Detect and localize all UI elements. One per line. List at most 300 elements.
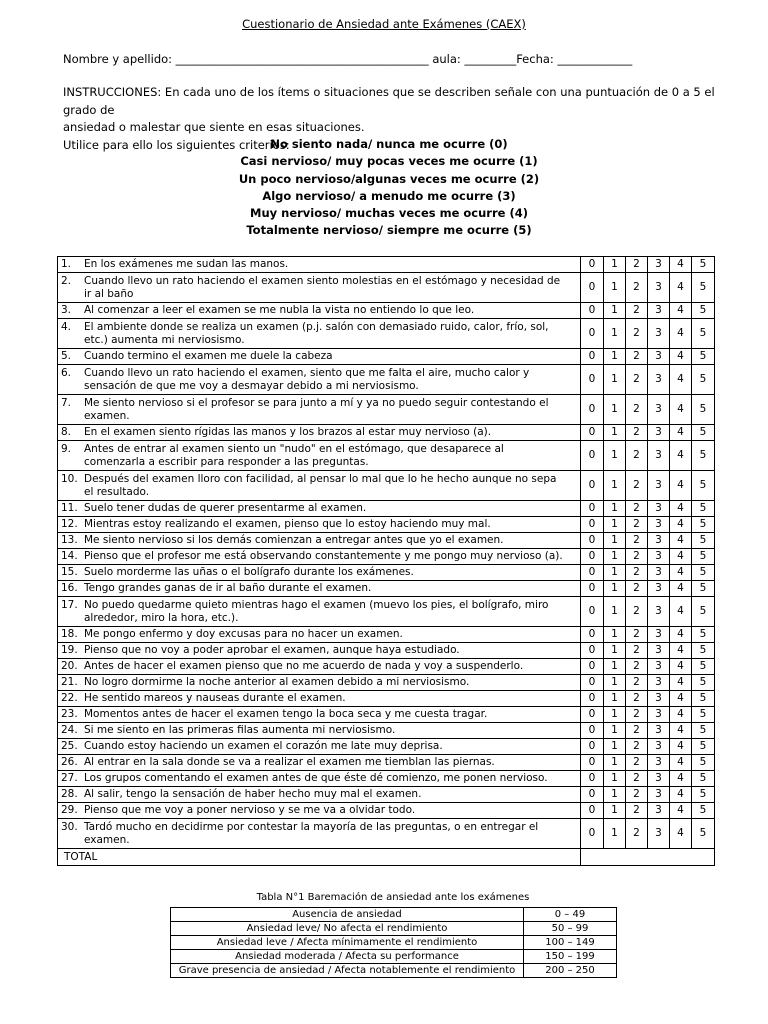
score-option-0[interactable]: 0 (581, 501, 604, 517)
item-cell (58, 627, 581, 643)
score-option-2[interactable]: 2 (626, 819, 648, 849)
baremacion-range: 100 – 149 (524, 936, 617, 950)
score-option-4[interactable]: 4 (670, 691, 692, 707)
score-option-0[interactable]: 0 (581, 549, 604, 565)
table-row (58, 659, 715, 675)
score-option-2[interactable]: 2 (626, 273, 648, 303)
item-cell (58, 691, 581, 707)
score-option-1[interactable]: 1 (604, 395, 626, 425)
score-option-1[interactable]: 1 (604, 675, 626, 691)
score-option-2[interactable]: 2 (626, 739, 648, 755)
score-option-3[interactable]: 3 (648, 723, 670, 739)
item-cell (58, 739, 581, 755)
student-id-line: Nombre y apellido: ____________________________________________ aula: _________Fecha: _____________ (63, 52, 633, 66)
score-option-5[interactable]: 5 (692, 659, 715, 675)
item-number: 27. (61, 772, 78, 784)
score-option-4[interactable]: 4 (670, 303, 692, 319)
item-text: Al entrar en la sala donde se va a realizar el examen me tiemblan las piernas. (84, 756, 495, 768)
score-option-5[interactable]: 5 (692, 517, 715, 533)
item-cell (58, 723, 581, 739)
score-option-2[interactable]: 2 (626, 643, 648, 659)
score-option-4[interactable]: 4 (670, 675, 692, 691)
score-option-1[interactable]: 1 (604, 257, 626, 273)
item-number: 6. (61, 366, 72, 379)
score-option-5[interactable]: 5 (692, 565, 715, 581)
item-number: 7. (61, 396, 72, 409)
score-option-4[interactable]: 4 (670, 425, 692, 441)
item-cell (58, 707, 581, 723)
item-cell (58, 771, 581, 787)
score-option-0[interactable]: 0 (581, 659, 604, 675)
score-option-1[interactable]: 1 (604, 771, 626, 787)
item-number: 21. (61, 676, 78, 688)
item-number: 13. (61, 534, 78, 546)
score-option-5[interactable]: 5 (692, 549, 715, 565)
score-option-2[interactable]: 2 (626, 501, 648, 517)
score-option-2[interactable]: 2 (626, 803, 648, 819)
item-number: 18. (61, 628, 78, 640)
score-option-5[interactable]: 5 (692, 533, 715, 549)
score-option-3[interactable]: 3 (648, 303, 670, 319)
score-option-0[interactable]: 0 (581, 581, 604, 597)
instructions-line: ansiedad o malestar que siente en esas situaciones. (63, 120, 365, 134)
total-label: TOTAL (58, 849, 581, 866)
score-option-5[interactable]: 5 (692, 755, 715, 771)
score-option-5[interactable]: 5 (692, 675, 715, 691)
item-text: Mientras estoy realizando el examen, pienso que lo estoy haciendo muy mal. (84, 518, 491, 530)
score-option-3[interactable]: 3 (648, 803, 670, 819)
score-option-5[interactable]: 5 (692, 819, 715, 849)
instructions-line: INSTRUCCIONES: En cada uno de los ítems o situaciones que se describen señale con una puntuación de 0 a 5 el grado de (63, 85, 715, 117)
score-option-2[interactable]: 2 (626, 691, 648, 707)
item-cell (58, 819, 581, 849)
criterion-3: Algo nervioso/ a menudo me ocurre (3) (262, 188, 516, 203)
score-option-5[interactable]: 5 (692, 425, 715, 441)
item-cell (58, 803, 581, 819)
score-option-5[interactable]: 5 (692, 319, 715, 349)
criterion-4: Muy nervioso/ muchas veces me ocurre (4) (250, 206, 528, 221)
criterion-2: Un poco nervioso/algunas veces me ocurre (2) (238, 171, 540, 186)
item-cell (58, 501, 581, 517)
item-cell (58, 349, 581, 365)
score-option-3[interactable]: 3 (648, 517, 670, 533)
score-option-0[interactable]: 0 (581, 819, 604, 849)
item-text: Al salir, tengo la sensación de haber hecho muy mal el examen. (84, 788, 422, 800)
item-number: 26. (61, 756, 78, 768)
table-row (58, 425, 715, 441)
score-option-2[interactable]: 2 (626, 771, 648, 787)
score-option-4[interactable]: 4 (670, 517, 692, 533)
item-number: 3. (61, 304, 72, 316)
table-row (58, 549, 715, 565)
score-option-1[interactable]: 1 (604, 581, 626, 597)
table-row (58, 597, 715, 627)
score-option-3[interactable]: 3 (648, 257, 670, 273)
score-option-0[interactable]: 0 (581, 739, 604, 755)
score-option-5[interactable]: 5 (692, 803, 715, 819)
score-option-2[interactable]: 2 (626, 627, 648, 643)
criterion-0: No siento nada/ nunca me ocurre (0) (270, 137, 508, 151)
item-number: 11. (61, 502, 78, 514)
score-option-5[interactable]: 5 (692, 581, 715, 597)
score-option-3[interactable]: 3 (648, 441, 670, 471)
score-option-0[interactable]: 0 (581, 303, 604, 319)
baremacion-row (171, 922, 617, 936)
total-row (58, 849, 715, 866)
baremacion-row (171, 964, 617, 978)
score-option-3[interactable]: 3 (648, 659, 670, 675)
item-cell (58, 787, 581, 803)
score-option-1[interactable]: 1 (604, 349, 626, 365)
item-cell (58, 273, 581, 303)
score-option-2[interactable]: 2 (626, 303, 648, 319)
score-option-0[interactable]: 0 (581, 675, 604, 691)
table-row (58, 771, 715, 787)
item-number: 14. (61, 550, 78, 562)
score-option-4[interactable]: 4 (670, 627, 692, 643)
score-option-2[interactable]: 2 (626, 425, 648, 441)
score-option-1[interactable]: 1 (604, 659, 626, 675)
score-option-0[interactable]: 0 (581, 471, 604, 501)
score-option-0[interactable]: 0 (581, 273, 604, 303)
item-text: Cuando llevo un rato haciendo el examen, siento que me falta el aire, mucho calor y sensación de que me voy a desmayar debido a mi nerviosismo. (84, 366, 530, 392)
item-text: No puedo quedarme quieto mientras hago el examen (muevo los pies, el bolígrafo, miro alrededor, miro la hora, etc.). (84, 598, 549, 624)
score-option-1[interactable]: 1 (604, 549, 626, 565)
score-option-1[interactable]: 1 (604, 501, 626, 517)
score-option-2[interactable]: 2 (626, 659, 648, 675)
table-row (58, 471, 715, 501)
item-text: En el examen siento rígidas las manos y los brazos al estar muy nervioso (a). (84, 426, 492, 438)
score-option-5[interactable]: 5 (692, 441, 715, 471)
score-option-0[interactable]: 0 (581, 691, 604, 707)
score-option-4[interactable]: 4 (670, 803, 692, 819)
item-text: Tardó mucho en decidirme por contestar la mayoría de las preguntas, o en entregar el examen. (84, 820, 539, 846)
table-row (58, 395, 715, 425)
score-option-5[interactable]: 5 (692, 273, 715, 303)
score-option-5[interactable]: 5 (692, 627, 715, 643)
item-text: Momentos antes de hacer el examen tengo la boca seca y me cuesta tragar. (84, 708, 488, 720)
score-option-1[interactable]: 1 (604, 273, 626, 303)
table-row (58, 755, 715, 771)
score-option-4[interactable]: 4 (670, 501, 692, 517)
score-option-4[interactable]: 4 (670, 471, 692, 501)
score-option-3[interactable]: 3 (648, 691, 670, 707)
score-option-4[interactable]: 4 (670, 533, 692, 549)
score-option-0[interactable]: 0 (581, 425, 604, 441)
score-option-5[interactable]: 5 (692, 365, 715, 395)
score-option-1[interactable]: 1 (604, 471, 626, 501)
scoring-criteria (0, 136, 768, 240)
score-option-5[interactable]: 5 (692, 349, 715, 365)
score-option-2[interactable]: 2 (626, 471, 648, 501)
score-option-3[interactable]: 3 (648, 707, 670, 723)
score-option-4[interactable]: 4 (670, 395, 692, 425)
score-option-3[interactable]: 3 (648, 273, 670, 303)
score-option-4[interactable]: 4 (670, 273, 692, 303)
score-option-0[interactable]: 0 (581, 803, 604, 819)
score-option-3[interactable]: 3 (648, 819, 670, 849)
score-option-5[interactable]: 5 (692, 771, 715, 787)
score-option-1[interactable]: 1 (604, 565, 626, 581)
score-option-1[interactable]: 1 (604, 787, 626, 803)
score-option-2[interactable]: 2 (626, 675, 648, 691)
total-value-cell[interactable] (581, 849, 715, 866)
score-option-3[interactable]: 3 (648, 365, 670, 395)
score-option-4[interactable]: 4 (670, 581, 692, 597)
score-option-0[interactable]: 0 (581, 319, 604, 349)
baremacion-label: Ansiedad leve / Afecta mínimamente el rendimiento (171, 936, 524, 950)
score-option-1[interactable]: 1 (604, 819, 626, 849)
score-option-4[interactable]: 4 (670, 771, 692, 787)
score-option-5[interactable]: 5 (692, 501, 715, 517)
item-number: 15. (61, 566, 78, 578)
score-option-4[interactable]: 4 (670, 365, 692, 395)
score-option-3[interactable]: 3 (648, 471, 670, 501)
score-option-1[interactable]: 1 (604, 425, 626, 441)
table-row (58, 691, 715, 707)
score-option-4[interactable]: 4 (670, 441, 692, 471)
score-option-1[interactable]: 1 (604, 597, 626, 627)
score-option-3[interactable]: 3 (648, 533, 670, 549)
item-number: 29. (61, 804, 78, 816)
table-row (58, 303, 715, 319)
item-cell (58, 303, 581, 319)
item-number: 10. (61, 472, 78, 485)
item-cell (58, 565, 581, 581)
item-text: Antes de entrar al examen siento un "nudo" en el estómago, que desaparece al comenzarla a escribir para responder a las preguntas. (84, 442, 504, 468)
score-option-3[interactable]: 3 (648, 395, 670, 425)
item-cell (58, 471, 581, 501)
table-row (58, 675, 715, 691)
item-cell (58, 755, 581, 771)
table-row (58, 517, 715, 533)
score-option-1[interactable]: 1 (604, 303, 626, 319)
score-option-0[interactable]: 0 (581, 517, 604, 533)
item-number: 17. (61, 598, 78, 611)
item-text: El ambiente donde se realiza un examen (p.j. salón con demasiado ruido, calor, frío, sol, etc.) aumenta mi nerviosismo. (84, 320, 549, 346)
score-option-1[interactable]: 1 (604, 365, 626, 395)
baremacion-label: Grave presencia de ansiedad / Afecta notablemente el rendimiento (171, 964, 524, 978)
item-number: 5. (61, 350, 72, 362)
table-row (58, 501, 715, 517)
table-row (58, 803, 715, 819)
score-option-2[interactable]: 2 (626, 395, 648, 425)
baremacion-row (171, 936, 617, 950)
score-option-5[interactable]: 5 (692, 723, 715, 739)
score-option-4[interactable]: 4 (670, 257, 692, 273)
score-option-1[interactable]: 1 (604, 319, 626, 349)
items-table (57, 256, 715, 866)
score-option-0[interactable]: 0 (581, 627, 604, 643)
item-number: 8. (61, 426, 72, 438)
score-option-2[interactable]: 2 (626, 319, 648, 349)
table-row (58, 819, 715, 849)
score-option-3[interactable]: 3 (648, 675, 670, 691)
score-option-3[interactable]: 3 (648, 565, 670, 581)
score-option-0[interactable]: 0 (581, 771, 604, 787)
score-option-5[interactable]: 5 (692, 739, 715, 755)
score-option-4[interactable]: 4 (670, 549, 692, 565)
item-text: Si me siento en las primeras filas aumenta mi nerviosismo. (84, 724, 396, 736)
item-number: 12. (61, 518, 78, 530)
item-cell (58, 659, 581, 675)
score-option-5[interactable]: 5 (692, 691, 715, 707)
baremacion-row (171, 950, 617, 964)
item-cell (58, 643, 581, 659)
score-option-1[interactable]: 1 (604, 533, 626, 549)
score-option-0[interactable]: 0 (581, 395, 604, 425)
score-option-1[interactable]: 1 (604, 707, 626, 723)
item-number: 16. (61, 582, 78, 594)
score-option-2[interactable]: 2 (626, 365, 648, 395)
score-option-1[interactable]: 1 (604, 691, 626, 707)
score-option-3[interactable]: 3 (648, 597, 670, 627)
score-option-4[interactable]: 4 (670, 739, 692, 755)
score-option-4[interactable]: 4 (670, 643, 692, 659)
score-option-1[interactable]: 1 (604, 517, 626, 533)
score-option-0[interactable]: 0 (581, 597, 604, 627)
score-option-4[interactable]: 4 (670, 787, 692, 803)
score-option-5[interactable]: 5 (692, 597, 715, 627)
item-cell (58, 675, 581, 691)
score-option-5[interactable]: 5 (692, 707, 715, 723)
item-text: Los grupos comentando el examen antes de que éste dé comienzo, me ponen nervioso. (84, 772, 548, 784)
table-row (58, 349, 715, 365)
score-option-0[interactable]: 0 (581, 643, 604, 659)
score-option-0[interactable]: 0 (581, 257, 604, 273)
item-cell (58, 395, 581, 425)
score-option-0[interactable]: 0 (581, 707, 604, 723)
score-option-3[interactable]: 3 (648, 739, 670, 755)
score-option-1[interactable]: 1 (604, 643, 626, 659)
score-option-2[interactable]: 2 (626, 533, 648, 549)
item-text: Cuando llevo un rato haciendo el examen siento molestias en el estómago y necesidad de ir al baño (84, 274, 561, 300)
score-option-1[interactable]: 1 (604, 755, 626, 771)
score-option-3[interactable]: 3 (648, 771, 670, 787)
item-text: He sentido mareos y nauseas durante el examen. (84, 692, 346, 704)
score-option-4[interactable]: 4 (670, 349, 692, 365)
item-text: Antes de hacer el examen pienso que no me acuerdo de nada y voy a suspenderlo. (84, 660, 524, 672)
item-text: No logro dormirme la noche anterior al examen debido a mi nerviosismo. (84, 676, 470, 688)
score-option-2[interactable]: 2 (626, 597, 648, 627)
score-option-3[interactable]: 3 (648, 643, 670, 659)
score-option-0[interactable]: 0 (581, 723, 604, 739)
score-option-2[interactable]: 2 (626, 565, 648, 581)
score-option-5[interactable]: 5 (692, 303, 715, 319)
baremacion-range: 200 – 250 (524, 964, 617, 978)
item-number: 22. (61, 692, 78, 704)
item-text: Pienso que el profesor me está observando constantemente y me pongo muy nervioso (a). (84, 550, 563, 562)
score-option-0[interactable]: 0 (581, 533, 604, 549)
table-row (58, 441, 715, 471)
item-cell (58, 597, 581, 627)
score-option-2[interactable]: 2 (626, 257, 648, 273)
score-option-0[interactable]: 0 (581, 565, 604, 581)
table-row (58, 365, 715, 395)
score-option-3[interactable]: 3 (648, 549, 670, 565)
item-text: Cuando termino el examen me duele la cabeza (84, 350, 333, 362)
score-option-4[interactable]: 4 (670, 707, 692, 723)
item-number: 23. (61, 708, 78, 720)
score-option-3[interactable]: 3 (648, 755, 670, 771)
page-title: Cuestionario de Ansiedad ante Exámenes (CAEX) (242, 17, 526, 31)
score-option-1[interactable]: 1 (604, 441, 626, 471)
item-number: 1. (61, 258, 72, 270)
score-option-1[interactable]: 1 (604, 627, 626, 643)
score-option-4[interactable]: 4 (670, 597, 692, 627)
score-option-0[interactable]: 0 (581, 365, 604, 395)
score-option-3[interactable]: 3 (648, 627, 670, 643)
baremacion-label: Ausencia de ansiedad (171, 908, 524, 922)
score-option-2[interactable]: 2 (626, 755, 648, 771)
score-option-1[interactable]: 1 (604, 803, 626, 819)
score-option-0[interactable]: 0 (581, 755, 604, 771)
score-option-2[interactable]: 2 (626, 441, 648, 471)
table-row (58, 257, 715, 273)
score-option-3[interactable]: 3 (648, 319, 670, 349)
item-number: 28. (61, 788, 78, 800)
score-option-4[interactable]: 4 (670, 819, 692, 849)
item-cell (58, 549, 581, 565)
score-option-2[interactable]: 2 (626, 787, 648, 803)
score-option-5[interactable]: 5 (692, 787, 715, 803)
score-option-2[interactable]: 2 (626, 549, 648, 565)
score-option-5[interactable]: 5 (692, 471, 715, 501)
score-option-3[interactable]: 3 (648, 501, 670, 517)
item-cell (58, 319, 581, 349)
item-number: 25. (61, 740, 78, 752)
score-option-3[interactable]: 3 (648, 349, 670, 365)
score-option-0[interactable]: 0 (581, 349, 604, 365)
score-option-4[interactable]: 4 (670, 565, 692, 581)
score-option-3[interactable]: 3 (648, 425, 670, 441)
score-option-2[interactable]: 2 (626, 723, 648, 739)
baremacion-label: Ansiedad moderada / Afecta su performance (171, 950, 524, 964)
item-cell (58, 517, 581, 533)
score-option-4[interactable]: 4 (670, 659, 692, 675)
score-option-1[interactable]: 1 (604, 723, 626, 739)
score-option-4[interactable]: 4 (670, 319, 692, 349)
item-text: Al comenzar a leer el examen se me nubla la vista no entiendo lo que leo. (84, 304, 475, 316)
score-option-5[interactable]: 5 (692, 643, 715, 659)
item-text: Suelo tener dudas de querer presentarme al examen. (84, 502, 367, 514)
score-option-2[interactable]: 2 (626, 581, 648, 597)
item-text: Pienso que no voy a poder aprobar el examen, aunque haya estudiado. (84, 644, 460, 656)
table-row (58, 627, 715, 643)
item-number: 19. (61, 644, 78, 656)
score-option-4[interactable]: 4 (670, 723, 692, 739)
score-option-4[interactable]: 4 (670, 755, 692, 771)
item-number: 20. (61, 660, 78, 672)
score-option-0[interactable]: 0 (581, 787, 604, 803)
item-text: Tengo grandes ganas de ir al baño durante el examen. (84, 582, 372, 594)
score-option-2[interactable]: 2 (626, 707, 648, 723)
item-text: En los exámenes me sudan las manos. (84, 258, 289, 270)
score-option-1[interactable]: 1 (604, 739, 626, 755)
score-option-5[interactable]: 5 (692, 395, 715, 425)
item-number: 2. (61, 274, 72, 287)
score-option-3[interactable]: 3 (648, 581, 670, 597)
score-option-2[interactable]: 2 (626, 517, 648, 533)
score-option-2[interactable]: 2 (626, 349, 648, 365)
score-option-5[interactable]: 5 (692, 257, 715, 273)
score-option-0[interactable]: 0 (581, 441, 604, 471)
score-option-3[interactable]: 3 (648, 787, 670, 803)
item-text: Suelo morderme las uñas o el bolígrafo durante los exámenes. (84, 566, 414, 578)
baremacion-range: 50 – 99 (524, 922, 617, 936)
item-number: 30. (61, 820, 78, 833)
item-text: Me pongo enfermo y doy excusas para no hacer un examen. (84, 628, 403, 640)
